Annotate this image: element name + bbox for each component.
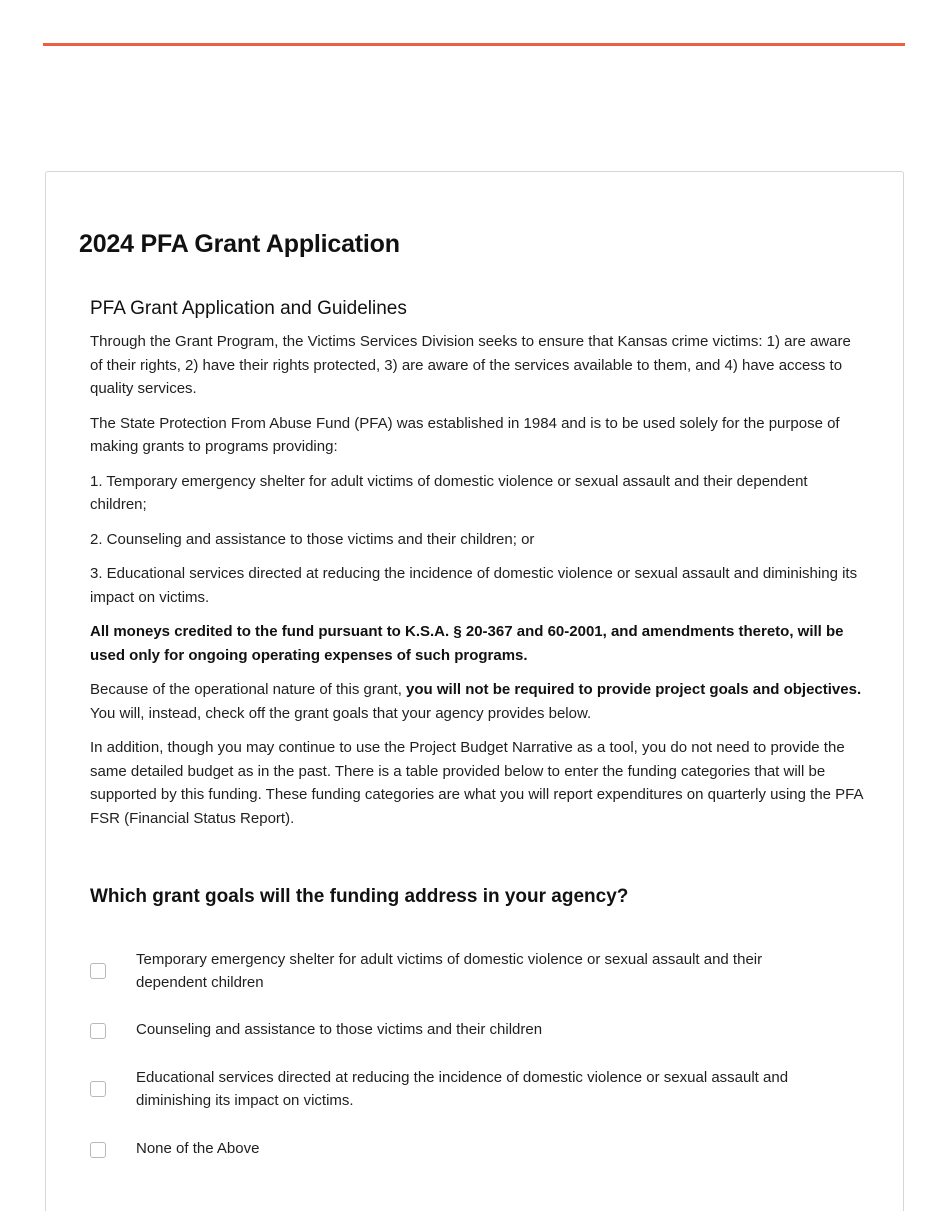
emphasis-text: you will not be required to provide project goals and objectives. <box>406 681 862 698</box>
goal-option-label: Temporary emergency shelter for adult victims of domestic violence or sexual assault and their dependent children <box>136 951 763 991</box>
goal-option-label: Counseling and assistance to those victims and their children <box>136 1021 543 1038</box>
guidelines-paragraph: In addition, though you may continue to use the Project Budget Narrative as a tool, you do not need to provide the same detailed budget as in the past. There is a table provided below to enter the funding categories that will be supported by this funding. These funding categories are what you will report expenditures on quarterly using the PFA FSR (Financial Status Report). <box>90 739 863 827</box>
form-card <box>45 171 904 1211</box>
guidelines-paragraph: Through the Grant Program, the Victims Services Division seeks to ensure that Kansas crime victims: 1) are aware of their rights, 2) have their rights protected, 3) are aware of the services available to them, and 4) have access to quality services. <box>90 333 851 397</box>
guidelines-paragraph: 2. Counseling and assistance to those victims and their children; or <box>90 530 535 548</box>
goal-option-shelter[interactable] <box>90 948 816 994</box>
goal-option-none[interactable] <box>90 1137 816 1160</box>
guidelines-paragraph <box>90 678 866 725</box>
paragraph-text: You will, instead, check off the grant goals that your agency provides below. <box>90 704 592 722</box>
guidelines-paragraph: 1. Temporary emergency shelter for adult victims of domestic violence or sexual assault and their dependent children; <box>90 472 808 513</box>
goal-option-education[interactable] <box>90 1066 816 1112</box>
checkbox[interactable] <box>90 1142 106 1158</box>
goal-option-label: None of the Above <box>136 1140 260 1157</box>
goal-option-counseling[interactable] <box>90 1018 816 1041</box>
goal-option-label: Educational services directed at reducing the incidence of domestic violence or sexual assault and diminishing its impact on victims. <box>136 1069 789 1109</box>
checkbox[interactable] <box>90 1023 106 1039</box>
guidelines-heading: PFA Grant Application and Guidelines <box>90 298 407 319</box>
checkbox[interactable] <box>90 1081 106 1097</box>
guidelines-section <box>90 296 866 841</box>
guidelines-paragraph: The State Protection From Abuse Fund (PFA) was established in 1984 and is to be used solely for the purpose of making grants to programs providing: <box>90 414 840 455</box>
guidelines-paragraph: 3. Educational services directed at reducing the incidence of domestic violence or sexual assault and diminishing its impact on victims. <box>90 565 858 606</box>
top-accent-bar <box>43 43 905 46</box>
guidelines-paragraph-bold <box>90 620 866 667</box>
checkbox[interactable] <box>90 963 106 979</box>
grant-goals-question: Which grant goals will the funding address in your agency? <box>90 886 629 907</box>
paragraph-text: Because of the operational nature of this grant, <box>90 681 407 698</box>
funding-rule-text: All moneys credited to the fund pursuant to K.S.A. § 20-367 and 60-2001, and amendments thereto, will be used only for ongoing operating expenses of such programs. <box>90 623 844 664</box>
form-title: 2024 PFA Grant Application <box>79 230 400 258</box>
